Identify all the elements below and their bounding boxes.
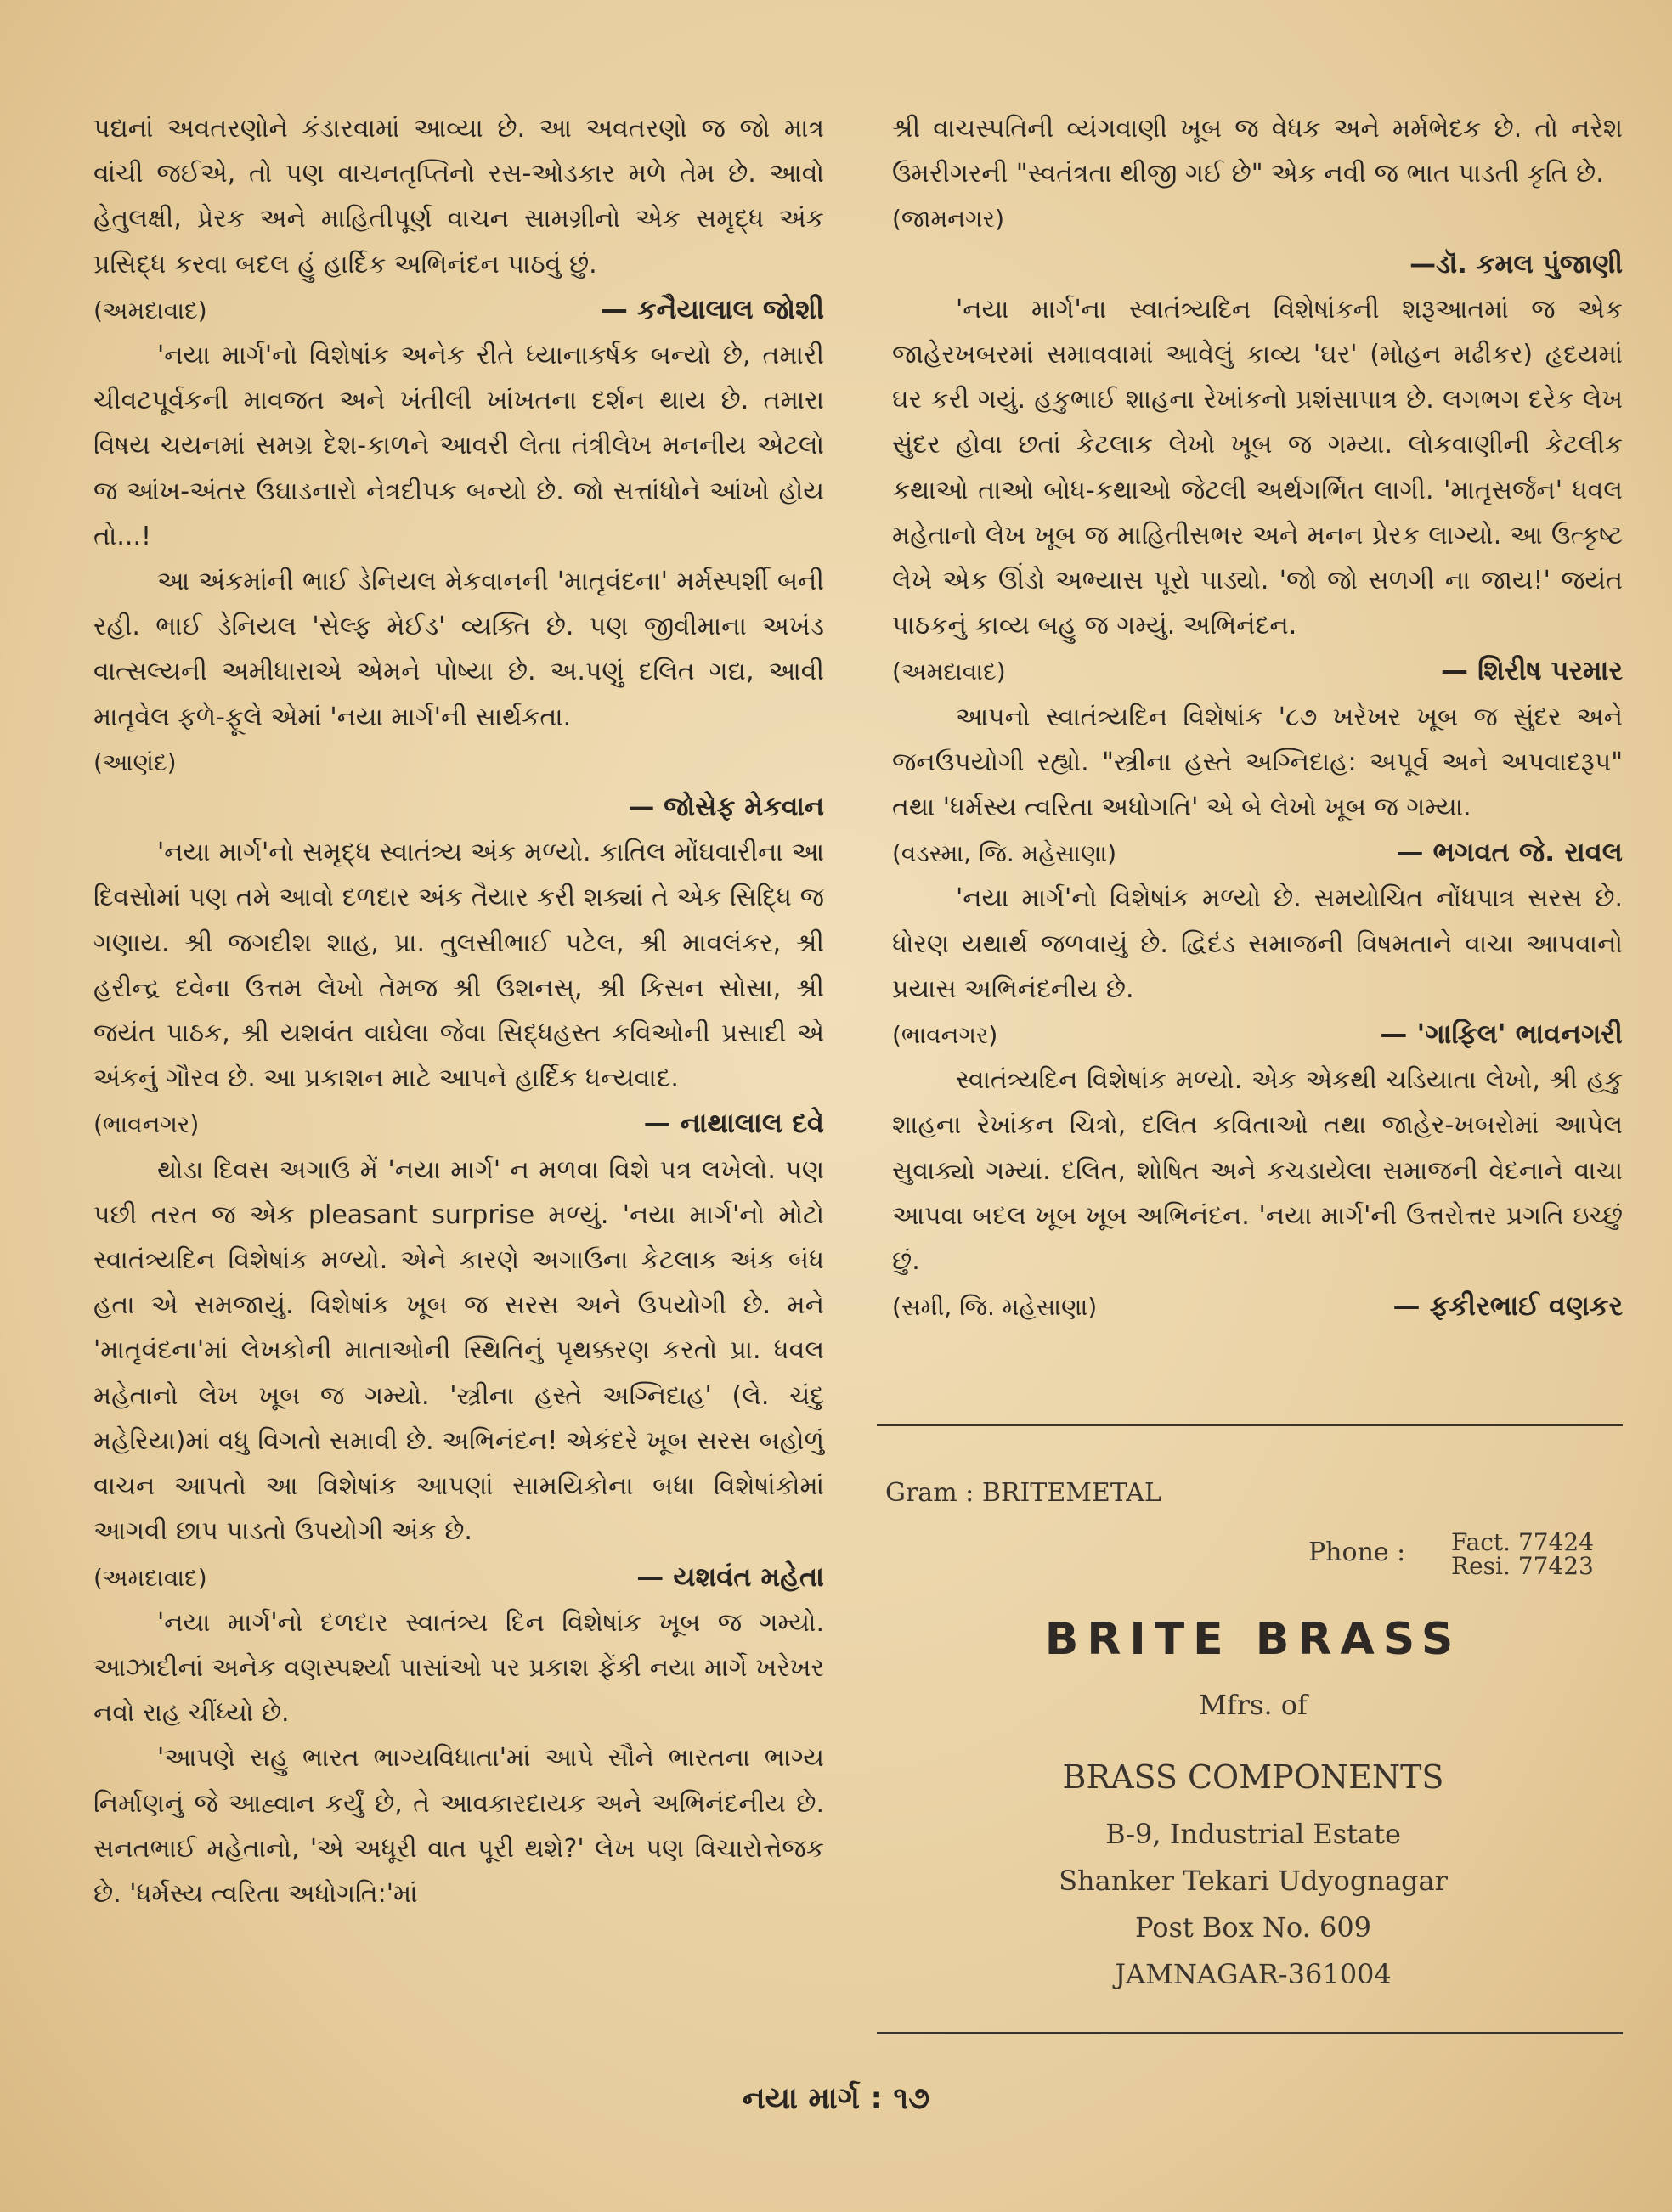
letter-author: — ભગવત જે. રાવલ [1396, 836, 1623, 869]
letter-signature-line [93, 287, 824, 333]
letter-author: — 'ગાફિલ' ભાવનગરી [1380, 1018, 1623, 1051]
letter-author: — નાથાલાલ દવે [643, 1107, 824, 1140]
letter-place: (અમદાવાદ) [93, 296, 207, 324]
ad-address-line: B-9, Industrial Estate [1105, 1818, 1401, 1850]
ad-address-line: JAMNAGAR-361004 [1115, 1958, 1392, 1990]
ad-bottom-rule [877, 2032, 1623, 2034]
letter-signature-line [892, 830, 1623, 876]
letter-place: (ભાવનગર) [892, 1021, 998, 1050]
letter-author: — યશવંત મહેતા [636, 1560, 824, 1593]
letter-place: (અમદાવાદ) [892, 657, 1006, 686]
letter-place: (જામનગર) [892, 205, 1005, 234]
letter-author: — કનૈયાલાલ જોશી [600, 292, 824, 325]
letter-signature-line [93, 1555, 824, 1600]
letter-author: — જોસેફ મેકવાન [628, 792, 824, 823]
letter-paragraph: શ્રી વાચસ્પતિની વ્યંગવાણી ખૂબ જ વેધક અને મર્મભેદક છે. તો નરેશ ઉમરીગરની "સ્વતંત્રતા થીજી ગઈ છે" એક નવી જ ભાત પાડતી કૃતિ છે. [892, 114, 1623, 189]
letter-signature-line [93, 1101, 824, 1147]
ad-address-line: Post Box No. 609 [1134, 1911, 1372, 1944]
letter-author: — ફકીરભાઈ વણકર [1392, 1289, 1623, 1323]
ad-phone-label: Phone : [1308, 1538, 1406, 1567]
letter-paragraph: 'નયા માર્ગ'નો વિશેષાંક અનેક રીતે ધ્યાનાકર્ષક બન્યો છે, તમારી ચીવટપૂર્વકની માવજત અને ખંતીલી ખાંખતના દર્શન થાય છે. તમારા વિષય ચયનમાં સમગ્ર દેશ-કાળને આવરી લેતા તંત્રીલેખ મનનીય એટલો જ આંખ-અંતર ઉઘાડનારો નેત્રદીપક બન્યો છે. જો સત્તાંધોને આંખો હોય તો...! [93, 341, 824, 551]
letter-place: (ભાવનગર) [93, 1110, 200, 1139]
ad-address-line: Shanker Tekari Udyognagar [1059, 1865, 1448, 1897]
letter-paragraph: 'નયા માર્ગ'નો વિશેષાંક મળ્યો છે. સમયોચિત નોંધપાત્ર સરસ છે. ધોરણ યથાર્થ જળવાયું છે. દ્વિદંડ સમાજની વિષમતાને વાચા આપવાનો પ્રયાસ અભિનંદનીય છે. [892, 883, 1623, 1004]
ad-brand: BRITE BRASS [1044, 1614, 1462, 1665]
letter-paragraph: 'નયા માર્ગ'નો સમૃદ્ધ સ્વાતંત્ર્ય અંક મળ્યો. કાતિલ મોંઘવારીના આ દિવસોમાં પણ તમે આવો દળદાર અંક તૈયાર કરી શક્યાં તે એક સિદ્ધિ જ ગણાય. શ્રી જગદીશ શાહ, પ્રા. તુલસીભાઈ પટેલ, શ્રી માવલંકર, શ્રી હરીન્દ્ર દવેના ઉત્તમ લેખો તેમજ શ્રી ઉશનસ્, શ્રી કિસન સોસા, શ્રી જયંત પાઠક, શ્રી યશવંત વાઘેલા જેવા સિદ્ધહસ્ત કવિઓની પ્રસાદી એ અંકનું ગૌરવ છે. આ પ્રકાશન માટે આપને હાર્દિક ધન્યવાદ. [93, 838, 824, 1094]
letter-paragraph: 'નયા માર્ગ'નો દળદાર સ્વાતંત્ર્ય દિન વિશેષાંક ખૂબ જ ગમ્યો. આઝાદીનાં અનેક વણસ્પર્શ્યા પાસાંઓ પર પ્રકાશ ફેંકી નયા માર્ગે ખરેખર નવો રાહ ચીંધ્યો છે. [93, 1607, 824, 1729]
right-column [892, 106, 1623, 1329]
ad-components: BRASS COMPONENTS [1062, 1758, 1444, 1796]
ad-phone-numbers [1451, 1528, 1595, 1580]
letter-paragraph: આપનો સ્વાતંત્ર્યદિન વિશેષાંક '૮૭ ખરેખર ખૂબ જ સુંદર અને જનઉપયોગી રહ્યો. "સ્ત્રીના હસ્તે અગ્નિદાહ: અપૂર્વ અને અપવાદરૂપ" તથા 'ધર્મસ્ય ત્વરિતા અધોગતિ' એ બે લેખો ખૂબ જ ગમ્યા. [892, 702, 1623, 823]
letter-author: — શિરીષ પરમાર [1440, 654, 1623, 687]
letter-signature-line [892, 648, 1623, 694]
letter-place: (વડસ્મા, જિ. મહેસાણા) [892, 839, 1117, 868]
letter-paragraph: આ અંકમાંની ભાઈ ડેનિયલ મેકવાનની 'માતૃવંદના' મર્મસ્પર્શી બની રહી. ભાઈ ડેનિયલ 'સેલ્ફ મેઈડ' વ્યક્તિ છે. પણ જીવીમાના અખંડ વાત્સલ્યની અમીધારાએ એમને પોષ્યા છે. અ.પણું દલિત ગદ્ય, આવી માતૃવેલ ફળે-ફૂલે એમાં 'નયા માર્ગ'ની સાર્થકતા. [93, 567, 824, 732]
ad-gram: Gram : BRITEMETAL [885, 1478, 1161, 1508]
letter-place: (સમી, જિ. મહેસાણા) [892, 1293, 1098, 1322]
page-footer: નયા માર્ગ : ૧૭ [742, 2081, 930, 2116]
letter-paragraph: સ્વાતંત્ર્યદિન વિશેષાંક મળ્યો. એક એકથી ચડિયાતા લેખો, શ્રી હકુ શાહના રેખાંકન ચિત્રો, દલિત કવિતાઓ તથા જાહેર-ખબરોમાં આપેલ સુવાક્યો ગમ્યાં. દલિત, શોષિત અને કચડાયેલા સમાજની વેદનાને વાચા આપવા બદલ ખૂબ ખૂબ અભિનંદન. 'નયા માર્ગ'ની ઉત્તરોત્તર પ્રગતિ ઇચ્છું છું. [892, 1065, 1623, 1277]
left-column [93, 106, 824, 1916]
letter-paragraph: થોડા દિવસ અગાઉ મેં 'નયા માર્ગ' ન મળવા વિશે પત્ર લખેલો. પણ પછી તરત જ એક pleasant surprise મળ્યું. 'નયા માર્ગ'નો મોટો સ્વાતંત્ર્યદિન વિશેષાંક મળ્યો. એને કારણે અગાઉના કેટલાક અંક બંધ હતા એ સમજાયું. વિશેષાંક ખૂબ જ સરસ અને ઉપયોગી છે. મને 'માતૃવંદના'માં લેખકોની માતાઓની સ્થિતિનું પૃથક્કરણ કરતો પ્રા. ધવલ મહેતાનો લેખ ખૂબ જ ગમ્યો. 'સ્ત્રીના હસ્તે અગ્નિદાહ' (લે. ચંદુ મહેરિયા)માં વધુ વિગતો સમાવી છે. અભિનંદન! એકંદરે ખૂબ સરસ બહોળું વાચન આપતો આ વિશેષાંક આપણાં સામયિકોના બધા વિશેષાંકોમાં આગવી છાપ પાડતો ઉપયોગી અંક છે. [93, 1154, 824, 1547]
ad-phone-fact: Fact. 77424 [1451, 1528, 1595, 1556]
letter-signature-line [892, 1012, 1623, 1058]
letter-place: (અમદાવાદ) [93, 1563, 207, 1592]
column-end-rule [877, 1424, 1623, 1426]
ad-phone-resi: Resi. 77423 [1451, 1552, 1594, 1580]
letter-paragraph: 'આપણે સહુ ભારત ભાગ્યવિધાતા'માં આપે સૌને ભારતના ભાગ્ય નિર્માણનું જે આહ્વાન કર્યું છે, તે આવકારદાયક અને અભિનંદનીય છે. સનતભાઈ મહેતાનો, 'એ અધૂરી વાત પૂરી થશે?' લેખ પણ વિચારોત્તેજક છે. 'ધર્મસ્ય ત્વરિતા અધોગતિ:'માં [93, 1743, 824, 1909]
letter-place: (આણંદ) [93, 748, 177, 776]
letter-paragraph: પદ્યનાં અવતરણોને કંડારવામાં આવ્યા છે. આ અવતરણો જ જો માત્ર વાંચી જઈએ, તો પણ વાચનતૃપ્તિનો રસ-ઓડકાર મળે તેમ છે. આવો હેતુલક્ષી, પ્રેરક અને માહિતીપૂર્ણ વાચન સામગ્રીનો એક સમૃદ્ધ અંક પ્રસિદ્ધ કરવા બદલ હું હાર્દિક અભિનંદન પાઠવું છું. [93, 114, 824, 279]
ad-mfrs: Mfrs. of [1199, 1689, 1308, 1721]
letter-signature-line [892, 1284, 1623, 1329]
letter-paragraph: 'નયા માર્ગ'ના સ્વાતંત્ર્યદિન વિશેષાંકની શરૂઆતમાં જ એક જાહેરખબરમાં સમાવવામાં આવેલું કાવ્ય 'ઘર' (મોહન મઢીકર) હૃદયમાં ઘર કરી ગયું. હકુભાઈ શાહના રેખાંકનો પ્રશંસાપાત્ર છે. લગભગ દરેક લેખ સુંદર હોવા છતાં કેટલાક લેખો ખૂબ જ ગમ્યા. લોકવાણીની કેટલીક કથાઓ તાઓ બોધ-કથાઓ જેટલી અર્થગર્ભિત લાગી. 'માતૃસર્જન' ધવલ મહેતાનો લેખ ખૂબ જ માહિતીસભર અને મનન પ્રેરક લાગ્યો. આ ઉત્કૃષ્ટ લેખે એક ઊંડો અભ્યાસ પૂરો પાડ્યો. 'જો જો સળગી ના જાય!' જયંત પાઠકનું કાવ્ય બહુ જ ગમ્યું. અભિનંદન. [892, 294, 1623, 641]
letter-author: —ડૉ. કમલ પુંજાણી [1409, 248, 1623, 279]
